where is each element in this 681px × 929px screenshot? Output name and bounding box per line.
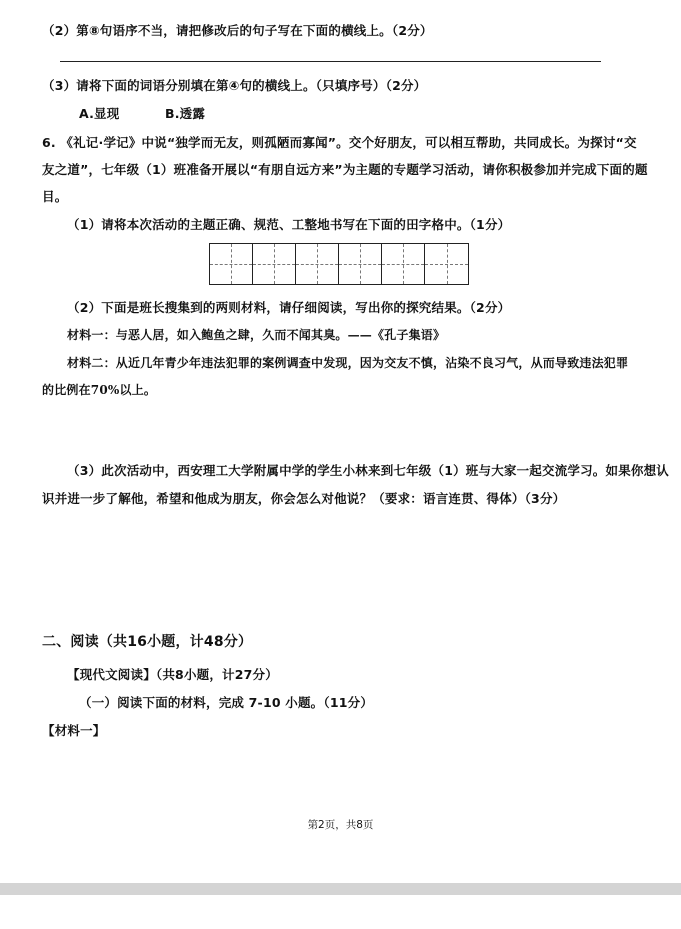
question-6-line-3: 目。 bbox=[42, 189, 68, 204]
question-6-line-2: 友之道”，七年级（1）班准备开展以“有朋自远方来”为主题的专题学习活动，请你积极参加并完成下面的题 bbox=[42, 162, 648, 177]
tianzige-cell[interactable] bbox=[425, 244, 468, 284]
tianzige-cell[interactable] bbox=[296, 244, 339, 284]
option-b: B.透露 bbox=[165, 106, 206, 121]
answer-line bbox=[60, 61, 601, 62]
tianzige-cell[interactable] bbox=[382, 244, 425, 284]
material-2-line-2: 的比例在70%以上。 bbox=[42, 383, 157, 397]
option-a: A.显现 bbox=[79, 106, 120, 121]
material-2-line-1: 材料二：从近几年青少年违法犯罪的案例调查中发现，因为交友不慎，沾染不良习气，从而导致违法犯罪 bbox=[67, 356, 629, 370]
page-number: 第2页，共8页 bbox=[307, 819, 374, 831]
question-6-3-line-1: （3）此次活动中，西安理工大学附属中学的学生小林来到七年级（1）班与大家一起交流学习。如果你想认 bbox=[67, 463, 669, 478]
question-6-2: （2）下面是班长搜集到的两则材料，请仔细阅读，写出你的探究结果。（2分） bbox=[67, 300, 511, 315]
tianzige-grid bbox=[209, 243, 469, 285]
question-6-line-1: 6. 《礼记·学记》中说“独学而无友，则孤陋而寡闻”。交个好朋友，可以相互帮助，共同成长。为探讨“交 bbox=[42, 135, 637, 150]
material-label: 【材料一】 bbox=[42, 723, 106, 738]
question-6-3-line-2: 识并进一步了解他，希望和他成为朋友，你会怎么对他说？（要求：语言连贯、得体）（3分） bbox=[42, 491, 566, 506]
question-6-1: （1）请将本次活动的主题正确、规范、工整地书写在下面的田字格中。（1分） bbox=[67, 217, 511, 232]
tianzige-cell[interactable] bbox=[253, 244, 296, 284]
section-2-heading: 二、阅读（共16小题，计48分） bbox=[42, 634, 253, 650]
part-1-heading: （一）阅读下面的材料，完成 7-10 小题。（11分） bbox=[79, 695, 374, 710]
tianzige-cell[interactable] bbox=[210, 244, 253, 284]
page-divider bbox=[0, 883, 681, 895]
modern-reading-heading: 【现代文阅读】（共8小题，计27分） bbox=[67, 667, 278, 682]
tianzige-cell[interactable] bbox=[339, 244, 382, 284]
question-2: （2）第⑧句语序不当，请把修改后的句子写在下面的横线上。（2分） bbox=[42, 23, 433, 38]
question-3: （3）请将下面的词语分别填在第④句的横线上。（只填序号）（2分） bbox=[42, 78, 427, 93]
material-1: 材料一：与恶人居，如入鲍鱼之肆，久而不闻其臭。——《孔子集语》 bbox=[67, 328, 446, 342]
